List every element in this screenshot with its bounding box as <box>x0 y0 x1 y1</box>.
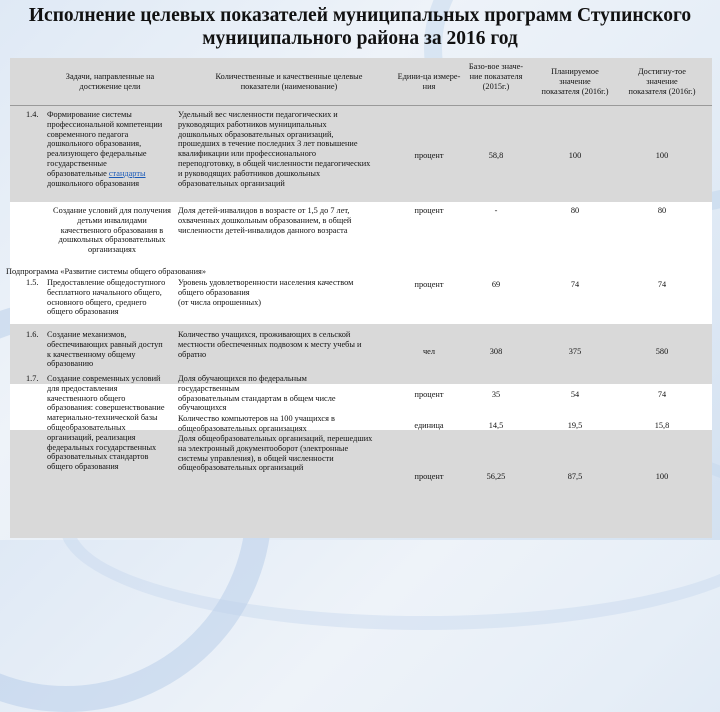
row-1-5-planned: 74 <box>570 280 580 289</box>
title-line-1: Исполнение целевых показателей муниципальных программ Ступинского <box>28 5 692 26</box>
row-1-5-base: 69 <box>491 280 501 289</box>
row-1-7b-unit: единица <box>414 421 444 430</box>
row-1-4-achieved: 100 <box>655 151 669 160</box>
row-1-7a-base: 35 <box>491 390 501 399</box>
row-1-7c-planned: 87,5 <box>567 472 583 481</box>
row-1-6-indicator: Количество учащихся, проживающих в сельской местности обеспеченных подвозом к месту учебы и обратно <box>178 330 362 359</box>
row-1-6-unit: чел <box>423 347 435 356</box>
row-1-7b-achieved: 15,8 <box>654 421 670 430</box>
subprogram-heading: Подпрограмма «Развитие системы общего образования» <box>6 267 206 276</box>
col-header-tasks: Задачи, направленные на достижение цели <box>65 72 155 91</box>
row-1-6-base: 308 <box>489 347 503 356</box>
col-header-indicators: Количественные и качественные целевые показатели (наименование) <box>215 72 363 91</box>
row-1-4-number: 1.4. <box>26 110 39 119</box>
row-1-7b-planned: 19,5 <box>567 421 583 430</box>
row-1-7a-unit: процент <box>414 390 444 399</box>
col-header-achieved: Достигну-тое значение показателя (2016г.) <box>628 67 696 96</box>
header-divider <box>10 105 712 106</box>
row-1-7c-base: 56,25 <box>486 472 506 481</box>
row-1-5-unit: процент <box>414 280 444 289</box>
col-header-base: Базо-вое значе- ние показателя (2015г.) <box>468 62 524 91</box>
col-header-unit: Едини-ца измере- ния <box>397 72 461 91</box>
row-1-6-planned: 375 <box>568 347 582 356</box>
row-1-7a-planned: 54 <box>570 390 580 399</box>
row-1-7a-indicator: Доля обучающихся по федеральным государственным образовательным стандартам в общем числе обучающихся <box>178 374 336 413</box>
row-1-7b-base: 14,5 <box>488 421 504 430</box>
row-1-4b-base: - <box>494 206 498 215</box>
page-title <box>0 4 720 50</box>
row-1-6-number: 1.6. <box>26 330 39 339</box>
row-1-4b-planned: 80 <box>570 206 580 215</box>
row-1-4b-indicator: Доля детей-инвалидов в возрасте от 1,5 до 7 лет, охваченных дошкольным образованием, в общей численности детей-инвалидов данного возраста <box>178 206 352 235</box>
row-1-4b-task: Создание условий для получения детьми инвалидами качественного образования в дошкольных образовательных организациях <box>53 206 171 255</box>
row-1-7b-indicator: Количество компьютеров на 100 учащихся в общеобразовательных организациях <box>178 414 335 433</box>
row-1-5-indicator: Уровень удовлетворенности населения качеством общего образования (от числа опрошенных) <box>178 278 354 307</box>
title-line-2: муниципального района за 2016 год <box>202 28 518 49</box>
row-1-5-task: Предоставление общедоступного бесплатного начального общего, основного общего, среднего общего образования <box>47 278 166 317</box>
row-1-4-base: 58,8 <box>488 151 504 160</box>
row-1-4-planned: 100 <box>568 151 582 160</box>
indicators-table <box>6 58 712 538</box>
row-1-6-task: Создание механизмов, обеспечивающих равный доступ к качественному общему образованию <box>47 330 163 369</box>
row-1-7c-achieved: 100 <box>655 472 669 481</box>
row-1-6-achieved: 580 <box>655 347 669 356</box>
row-1-4-indicator: Удельный вес численности педагогических и руководящих работников муниципальных дошкольных образовательных организаций, прошедших в течение последних 3 лет повышение квалификации или профессионального переподготовку, в общей численности педагогических и руководящих работников дошкольных образовательных организаций <box>178 110 371 188</box>
col-header-planned: Планируемое значение показателя (2016г.) <box>541 67 609 96</box>
row-1-7c-unit: процент <box>414 472 444 481</box>
row-1-5-achieved: 74 <box>657 280 667 289</box>
row-1-4b-achieved: 80 <box>657 206 667 215</box>
row-1-5-number: 1.5. <box>26 278 39 287</box>
standards-link[interactable]: стандарты <box>108 168 146 178</box>
row-1-4-unit: процент <box>414 151 444 160</box>
row-1-7-number: 1.7. <box>26 374 39 383</box>
row-1-7-task: Создание современных условий для предоставления качественного общего образования: совершенствование материально-технической базы общеобразовательных организаций, реализация федеральных государственных образовательных стандартов общего образования <box>47 374 165 472</box>
row-1-4b-unit: процент <box>414 206 444 215</box>
row-1-7a-achieved: 74 <box>657 390 667 399</box>
row-1-4-task: Формирование системы профессиональной компетенции современного педагога дошкольного образования, реализующего федеральные государственные образовательные стандарты дошкольного образования <box>47 110 163 188</box>
row-1-7c-indicator: Доля общеобразовательных организаций, перешедших на электронный документооборот (электронные системы управления), в общей численности общеобразовательных организаций <box>178 434 373 473</box>
